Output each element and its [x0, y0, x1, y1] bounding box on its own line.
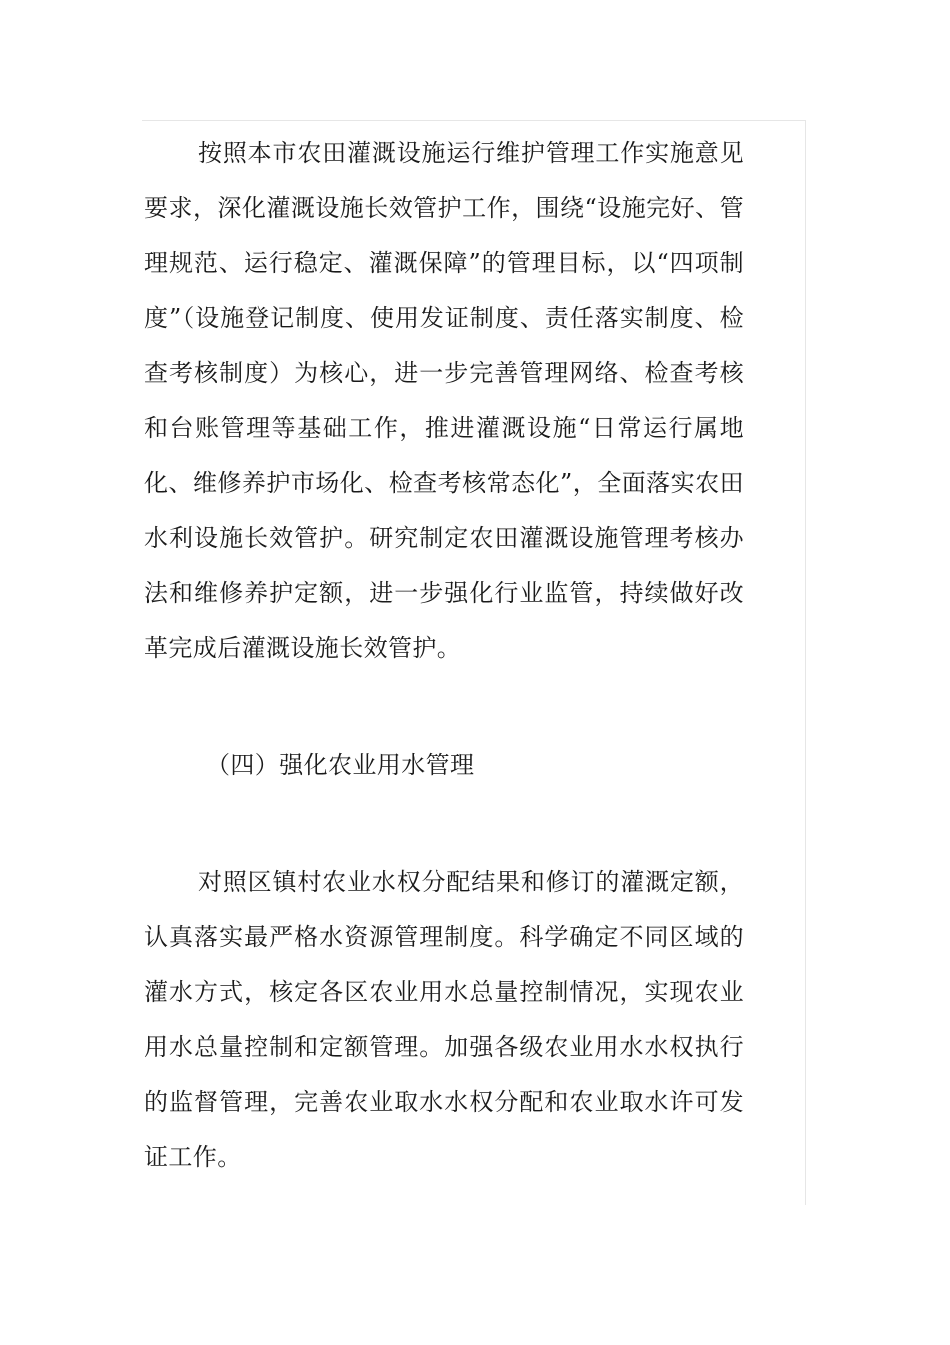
paragraph-water-management: 对照区镇村农业水权分配结果和修订的灌溉定额，认真落实最严格水资源管理制度。科学确定不同区域的灌水方式，核定各区农业用水总量控制情况，实现农业用水总量控制和定额管理。加强各级农业用水水权执行的监督管理，完善农业取水水权分配和农业取水许可发证工作。 [144, 868, 744, 1171]
document-body [144, 126, 744, 1185]
section-heading: （四）强化农业用水管理 [206, 751, 475, 779]
paragraph-facility-maintenance: 按照本市农田灌溉设施运行维护管理工作实施意见要求，深化灌溉设施长效管护工作，围绕“设施完好、管理规范、运行稳定、灌溉保障”的管理目标，以“四项制度”（设施登记制度、使用发证制度、责任落实制度、检查考核制度）为核心，进一步完善管理网络、检查考核和台账管理等基础工作，推进灌溉设施“日常运行属地化、维修养护市场化、检查考核常态化”，全面落实农田水利设施长效管护。研究制定农田灌溉设施管理考核办法和维修养护定额，进一步强化行业监管，持续做好改革完成后灌溉设施长效管护。 [144, 139, 744, 662]
